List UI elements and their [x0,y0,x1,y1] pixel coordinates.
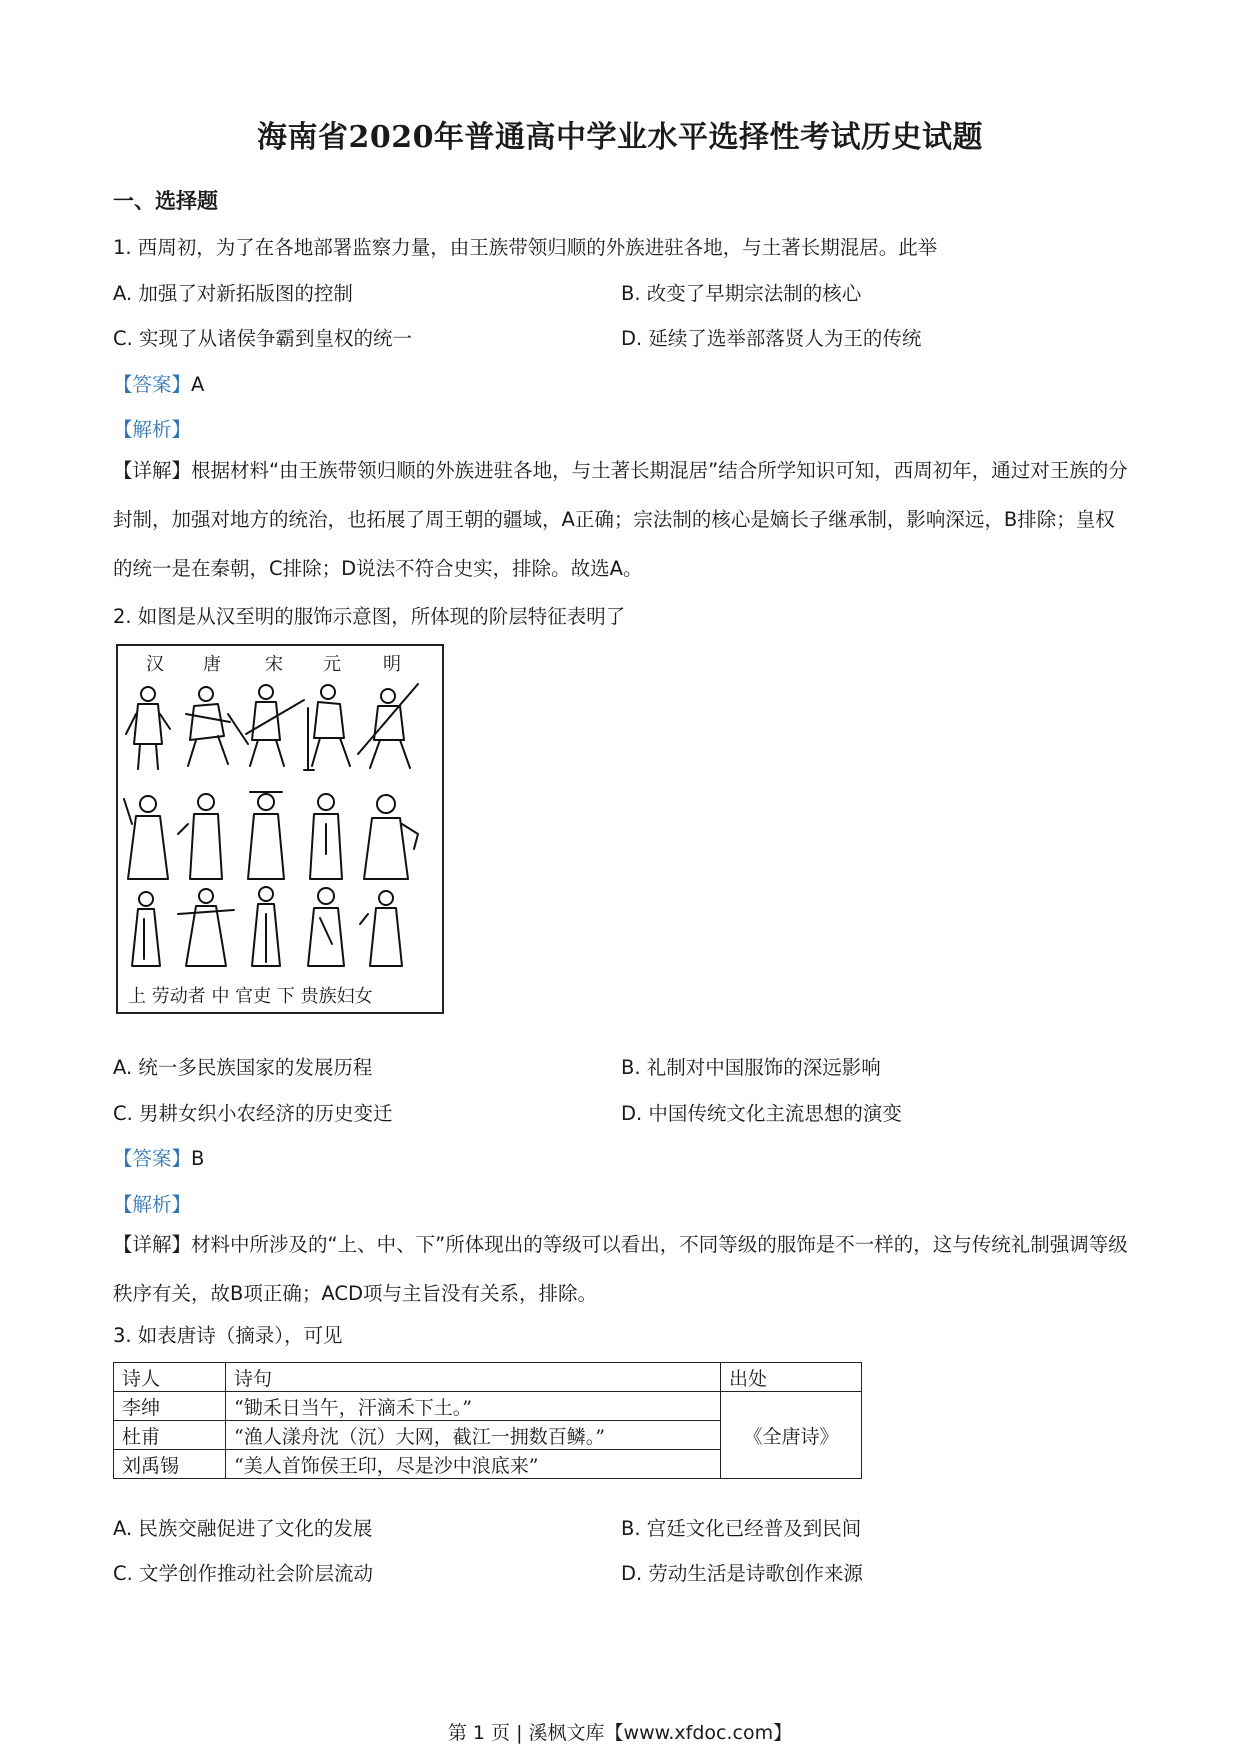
page-footer: 第 1 页 | 溪枫文库【www.xfdoc.com】 [447,1722,793,1744]
q2-option-a: A. 统一多民族国家的发展历程 [113,1056,373,1079]
costume-illustration [118,674,441,979]
table-header: 出处 [721,1363,862,1392]
q1-option-a: A. 加强了对新拓版图的控制 [113,282,353,305]
poet-cell: 李绅 [114,1392,226,1421]
table-header: 诗人 [114,1363,226,1392]
answer-tag: 【答案】 [113,1147,192,1170]
q1-answer [113,369,204,397]
figure-caption: 上 劳动者 中 官吏 下 贵族妇女 [128,986,373,1007]
q3-option-a: A. 民族交融促进了文化的发展 [113,1517,373,1540]
answer-value: A [191,373,205,396]
q2-option-c: C. 男耕女织小农经济的历史变迁 [113,1102,393,1125]
poet-cell: 杜甫 [114,1421,226,1450]
dynasty-label: 汉 [146,654,164,675]
table-row [114,1392,862,1421]
answer-tag: 【答案】 [113,373,192,396]
verse-cell: “美人首饰侯王印，尽是沙中浪底来” [226,1450,721,1479]
page-title: 海南省2020年普通高中学业水平选择性考试历史试题 [257,120,983,155]
table-header: 诗句 [226,1363,721,1392]
q1-detail: 【详解】根据材料“由王族带领归顺的外族进驻各地，与土著长期混居”结合所学知识可知，西周初年，通过对王族的分封制，加强对地方的统治，也拓展了周王朝的疆域，A正确；宗法制的核心是嫡长子继承制，影响深远，B排除；皇权的统一是在秦朝，C排除；D说法不符合史实，排除。故选A。 [113,459,1128,580]
q1-option-d: D. 延续了选举部落贤人为王的传统 [621,327,922,350]
poem-table [113,1362,862,1479]
q1-option-c: C. 实现了从诸侯争霸到皇权的统一 [113,327,413,350]
figure-noblewoman [132,887,402,966]
q3-option-b: B. 宫廷文化已经普及到民间 [621,1517,862,1540]
q2-option-b: B. 礼制对中国服饰的深远影响 [621,1056,881,1079]
verse-cell: “渔人漾舟沈（沉）大网，截江一拥数百鳞。” [226,1421,721,1450]
figure-laborer [126,684,418,770]
q1-stem: 1. 西周初，为了在各地部署监察力量，由王族带领归顺的外族进驻各地，与土著长期混居。此举 [113,236,938,259]
q2-analysis-tag: 【解析】 [113,1193,192,1216]
figure-official [124,792,418,879]
costume-figure [116,644,444,1014]
q2-option-d: D. 中国传统文化主流思想的演变 [621,1102,902,1125]
table-header-row [114,1363,862,1392]
dynasty-label: 唐 [203,654,221,675]
verse-cell: “锄禾日当午，汗滴禾下土。” [226,1392,721,1421]
answer-value: B [191,1147,205,1170]
q3-option-d: D. 劳动生活是诗歌创作来源 [621,1562,863,1585]
q2-answer [113,1143,204,1171]
q1-option-b: B. 改变了早期宗法制的核心 [621,282,862,305]
dynasty-label: 宋 [265,654,283,675]
dynasty-label: 元 [323,654,341,675]
q2-detail: 【详解】材料中所涉及的“上、中、下”所体现出的等级可以看出，不同等级的服饰是不一样的，这与传统礼制强调等级秩序有关，故B项正确；ACD项与主旨没有关系，排除。 [113,1233,1128,1305]
dynasty-label: 明 [383,654,401,675]
q3-stem: 3. 如表唐诗（摘录），可见 [113,1324,343,1347]
section-heading: 一、选择题 [113,189,218,213]
poet-cell: 刘禹锡 [114,1450,226,1479]
q1-analysis-tag: 【解析】 [113,418,192,441]
source-cell: 《全唐诗》 [721,1392,862,1479]
q2-stem: 2. 如图是从汉至明的服饰示意图，所体现的阶层特征表明了 [113,605,626,628]
q3-option-c: C. 文学创作推动社会阶层流动 [113,1562,374,1585]
